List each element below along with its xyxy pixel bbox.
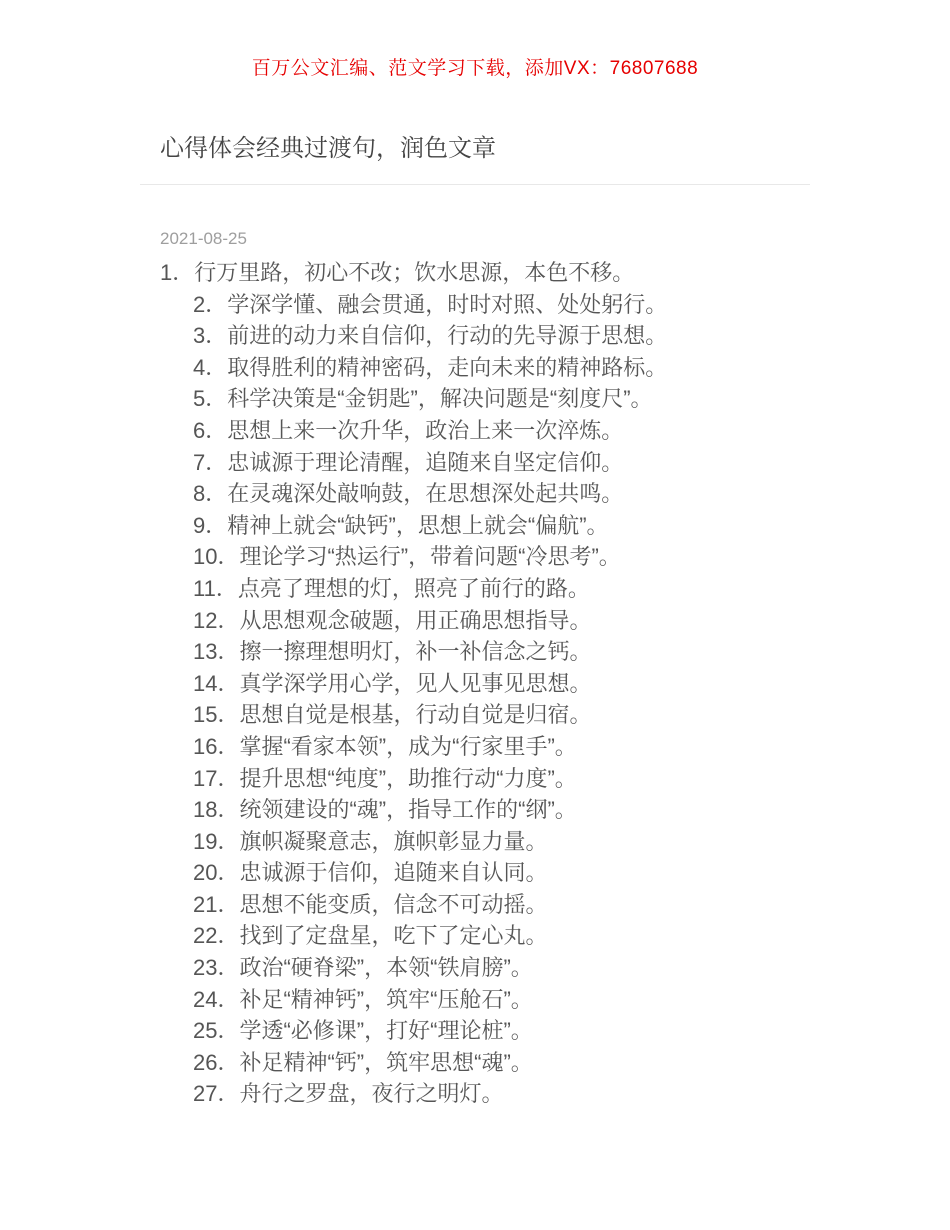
list-item: 5．科学决策是“金钥匙”，解决问题是“刻度尺”。 xyxy=(193,386,653,412)
page-title: 心得体会经典过渡句，润色文章 xyxy=(160,135,496,162)
list-item: 23．政治“硬脊梁”，本领“铁肩膀”。 xyxy=(193,955,533,981)
promo-notice: 百万公文汇编、范文学习下载，添加VX：76807688 xyxy=(251,58,699,79)
list-item: 9．精神上就会“缺钙”，思想上就会“偏航”。 xyxy=(193,512,609,538)
list-item: 24．补足“精神钙”，筑牢“压舱石”。 xyxy=(193,986,533,1012)
list-item: 1．行万里路，初心不改；饮水思源，本色不移。 xyxy=(160,260,635,285)
title-divider xyxy=(140,184,810,185)
list-item: 19．旗帜凝聚意志，旗帜彰显力量。 xyxy=(193,828,548,854)
list-item: 13．擦一擦理想明灯，补一补信念之钙。 xyxy=(193,639,592,665)
list-item: 18．统领建设的“魂”，指导工作的“纲”。 xyxy=(193,797,577,823)
list-item: 4．取得胜利的精神密码，走向未来的精神路标。 xyxy=(193,354,668,380)
list-item: 16．掌握“看家本领”，成为“行家里手”。 xyxy=(193,733,577,759)
list-item: 7．忠诚源于理论清醒，追随来自坚定信仰。 xyxy=(193,449,624,475)
list-item: 11．点亮了理想的灯，照亮了前行的路。 xyxy=(193,575,590,601)
transition-list xyxy=(160,257,810,1110)
list-item: 22．找到了定盘星，吃下了定心丸。 xyxy=(193,923,548,949)
list-item: 8．在灵魂深处敲响鼓，在思想深处起共鸣。 xyxy=(193,481,624,507)
list-item: 3．前进的动力来自信仰，行动的先导源于思想。 xyxy=(193,323,668,349)
list-item: 12．从思想观念破题，用正确思想指导。 xyxy=(193,607,592,633)
list-item: 20．忠诚源于信仰，追随来自认同。 xyxy=(193,860,548,886)
list-item: 25．学透“必修课”，打好“理论桩”。 xyxy=(193,1018,533,1044)
list-item: 27．舟行之罗盘，夜行之明灯。 xyxy=(193,1081,504,1107)
publish-date: 2021-08-25 xyxy=(160,229,247,248)
list-item: 15．思想自觉是根基，行动自觉是归宿。 xyxy=(193,702,592,728)
list-item: 6．思想上来一次升华，政治上来一次淬炼。 xyxy=(193,417,624,443)
list-item: 21．思想不能变质，信念不可动摇。 xyxy=(193,891,548,917)
article-content xyxy=(140,131,810,1110)
list-item: 14．真学深学用心学，见人见事见思想。 xyxy=(193,670,592,696)
list-item: 10．理论学习“热运行”，带着问题“冷思考”。 xyxy=(193,544,621,570)
list-item: 26．补足精神“钙”，筑牢思想“魂”。 xyxy=(193,1049,533,1075)
list-item: 2．学深学懂、融会贯通，时时对照、处处躬行。 xyxy=(193,291,668,317)
list-item: 17．提升思想“纯度”，助推行动“力度”。 xyxy=(193,765,577,791)
